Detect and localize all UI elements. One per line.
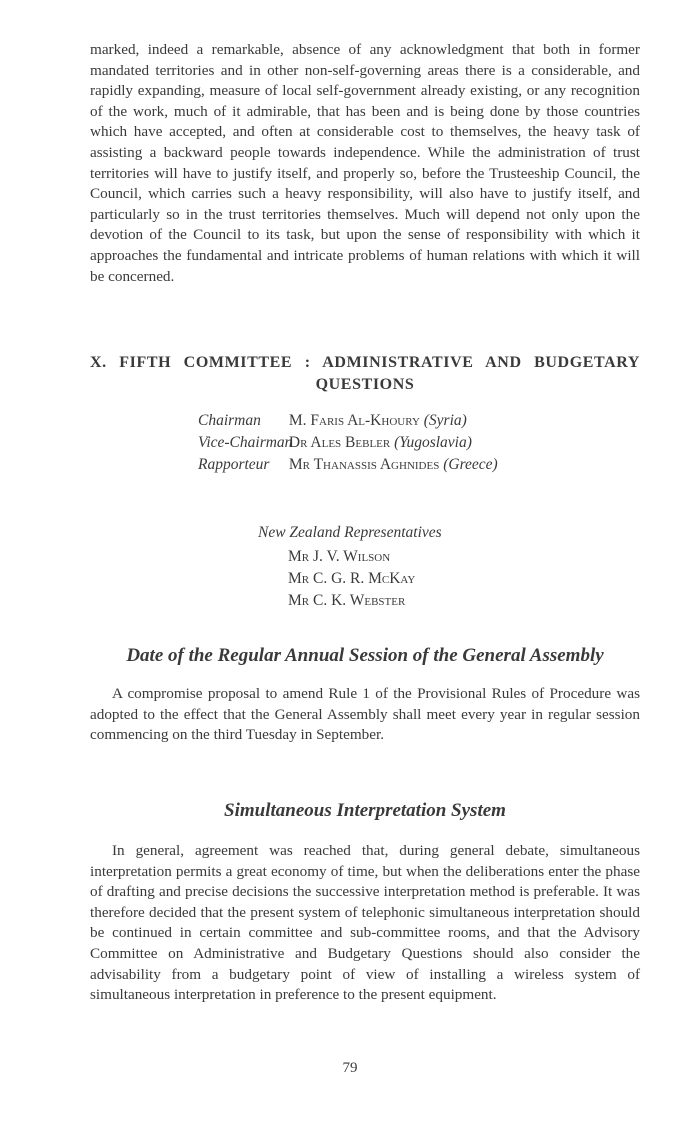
officer-rapporteur: [198, 454, 498, 476]
committee-officers: [198, 410, 498, 476]
section-body-interpretation: In general, agreement was reached that, during general debate, simultaneous interpretation permits a great economy of time, but when the deliberations enter the phase of drafting and precise decisions the successive interpretation method is preferable. It was therefore decided that the present system of telephonic simultaneous interpretation should be continued in certain committee and sub-committee rooms, and that the Advisory Committee on Administrative and Budgetary Questions should also consider the advisability from a budgetary point of view of installing a wireless system of simultaneous interpretation in preference to the present equipment.: [90, 842, 640, 1004]
committee-heading-line1: X. FIFTH COMMITTEE : ADMINISTRATIVE AND BUDGETARY: [90, 354, 640, 371]
officer-name: M. Faris Al-Khoury: [288, 412, 420, 429]
representatives-title: New Zealand Representatives: [258, 524, 442, 541]
officer-country: (Syria): [423, 412, 467, 429]
officer-country: (Greece): [443, 456, 498, 473]
officer-role: Rapporteur: [198, 456, 270, 473]
continuation-paragraph: marked, indeed a remarkable, absence of any acknowledgment that both in former mandated territories and in other non-self-governing areas there is a considerable, and rapidly expanding, measure of local self-government already existing, or any recognition of the work, much of it admirable, that has been and is being done by those countries which have accepted, and often at considerable cost to themselves, the heavy task of assisting a backward people towards independence. While the administration of trust territories will have to justify itself, and properly so, before the Trusteeship Council, the Council, which carries such a heavy responsibility, will also have to justify itself, and particularly so in the trust territories themselves. Much will depend not only upon the devotion of the Council to its task, but upon the sense of responsibility with which it approaches the fundamental and intricate problems of human relations with which it will be concerned.: [90, 41, 640, 285]
committee-heading-line2: QUESTIONS: [315, 376, 415, 393]
section-heading-interpretation: Simultaneous Interpretation System: [224, 800, 506, 821]
representative: Mr J. V. Wilson: [288, 548, 391, 565]
officer-name: Mr Thanassis Aghnides: [288, 456, 440, 473]
officer-country: (Yugoslavia): [394, 434, 472, 451]
committee-heading: [90, 352, 640, 396]
officer-name: Dr Ales Bebler: [288, 434, 391, 451]
officer-chairman: [198, 410, 498, 432]
officer-vice-chairman: [198, 432, 498, 454]
representative: Mr C. G. R. McKay: [288, 570, 416, 587]
officer-role: Chairman: [198, 412, 261, 429]
representatives-list: [288, 546, 415, 612]
section-body-session-date: A compromise proposal to amend Rule 1 of the Provisional Rules of Procedure was adopted to the effect that the General Assembly shall meet every year in regular session commencing on the third Tuesday in September.: [90, 685, 640, 744]
page-number: 79: [342, 1060, 358, 1076]
officer-role: Vice-Chairman: [198, 434, 293, 451]
representative: Mr C. K. Webster: [288, 592, 406, 609]
section-heading-session-date: Date of the Regular Annual Session of the General Assembly: [126, 645, 604, 666]
